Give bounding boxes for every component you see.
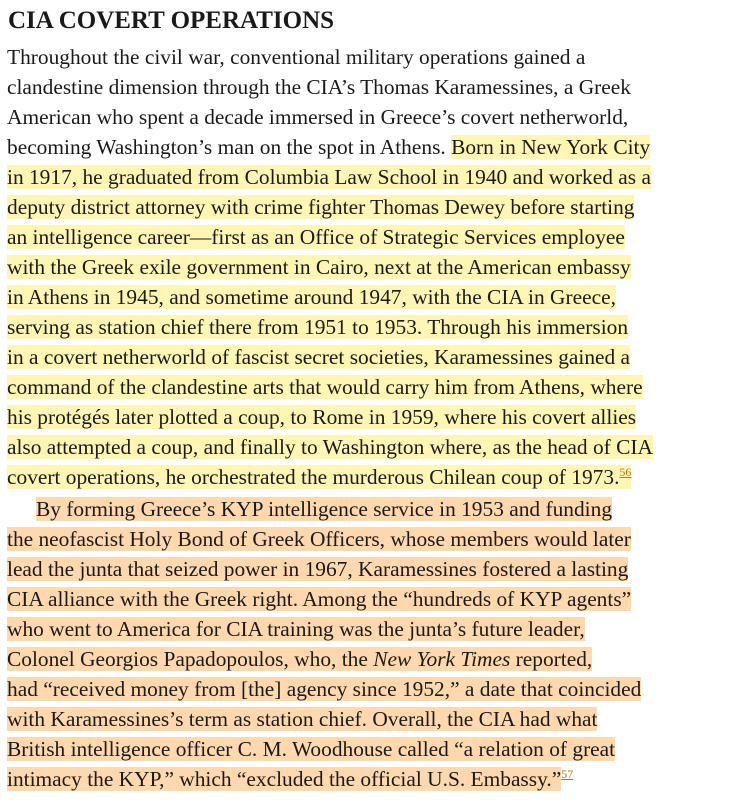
highlighted-text[interactable]: his protégés later plotted a coup, to Rome in 1959, where his covert allies [7, 405, 637, 429]
paragraph-line [7, 704, 597, 734]
highlighted-text[interactable]: Born in New York City [451, 135, 651, 159]
paragraph-line [7, 674, 641, 704]
highlighted-text[interactable]: in Athens in 1945, and sometime around 1947, with the CIA in Greece, [7, 285, 616, 309]
paragraph-line: Throughout the civil war, conventional military operations gained a [7, 45, 586, 69]
highlighted-text[interactable]: lead the junta that seized power in 1967, Karamessines fostered a lasting [7, 557, 629, 581]
highlighted-text[interactable]: with Karamessines’s term as station chief. Overall, the CIA had what [7, 707, 598, 731]
paragraph-line [7, 584, 631, 614]
paragraph-text: Colonel Georgios Papadopoulos, who, the [7, 647, 374, 671]
paragraph-line: American who spent a decade immersed in Greece’s covert netherworld, [7, 105, 629, 129]
paragraph-line [7, 192, 634, 222]
publication-title: New York Times [373, 647, 511, 671]
paragraph-line [7, 554, 628, 584]
section-heading: CIA COVERT OPERATIONS [8, 7, 335, 34]
highlighted-text[interactable]: By forming Greece’s KYP intelligence service in 1953 and funding [36, 497, 613, 521]
paragraph-line [7, 524, 631, 554]
paragraph-line [7, 342, 630, 372]
paragraph-text: reported, [510, 647, 593, 671]
paragraph-line [7, 222, 625, 252]
highlighted-text[interactable]: in a covert netherworld of fascist secret societies, Karamessines gained a [7, 345, 631, 369]
highlighted-text[interactable]: serving as station chief there from 1951 to 1953. [7, 315, 423, 339]
highlighted-text[interactable]: deputy district attorney with crime fighter Thomas Dewey before starting [7, 195, 635, 219]
paragraph-line [7, 372, 643, 402]
paragraph-line [7, 132, 650, 162]
highlighted-text[interactable]: British intelligence officer C. M. Woodhouse called “a relation of great [7, 737, 616, 761]
paragraph-line [7, 494, 612, 524]
highlighted-text[interactable]: with the Greek exile government in Cairo, next at the American embassy [7, 255, 631, 279]
paragraph-line: clandestine dimension through the CIA’s Thomas Karamessines, a Greek [7, 75, 631, 99]
paragraph-line [7, 162, 651, 192]
highlighted-text[interactable]: who went to America for CIA training was the junta’s future leader, [7, 617, 585, 641]
highlighted-text[interactable]: also attempted a coup, and finally to Washington where, as the head of CIA [7, 435, 653, 459]
paragraph-line [7, 764, 573, 794]
highlighted-text[interactable]: command of the clandestine arts that would carry him from Athens, where [7, 375, 643, 399]
paragraph-line [7, 402, 636, 432]
highlighted-text[interactable]: an intelligence career—first as an Office of Strategic Services employee [7, 225, 625, 249]
highlighted-text[interactable] [7, 647, 592, 671]
highlighted-text[interactable]: the neofascist Holy Bond of Greek Officers, whose members would later [7, 527, 631, 551]
paragraph-text: becoming Washington’s man on the spot in Athens. [7, 135, 452, 159]
highlighted-text[interactable]: intimacy the KYP,” which “excluded the official U.S. Embassy.” [7, 767, 562, 791]
highlighted-text[interactable]: Through his immersion [422, 315, 629, 339]
paragraph-line [7, 252, 631, 282]
paragraph-line [7, 644, 592, 674]
footnote-link[interactable]: 57 [561, 767, 574, 781]
paragraph-line [7, 282, 616, 312]
footnote-link[interactable]: 56 [619, 465, 632, 479]
paragraph-line [7, 432, 653, 462]
highlighted-text[interactable]: in 1917, he graduated from Columbia Law School in 1940 and worked as a [7, 165, 651, 189]
highlighted-text[interactable]: covert operations, he orchestrated the murderous Chilean coup of 1973. [7, 465, 620, 489]
paragraph-line [7, 614, 585, 644]
highlighted-text[interactable]: had “received money from [the] agency since 1952,” a date that coincided [7, 677, 642, 701]
highlighted-text[interactable]: CIA alliance with the Greek right. Among the “hundreds of KYP agents” [7, 587, 632, 611]
paragraph-line [7, 462, 631, 492]
paragraph-line [7, 312, 628, 342]
paragraph-line [7, 734, 615, 764]
